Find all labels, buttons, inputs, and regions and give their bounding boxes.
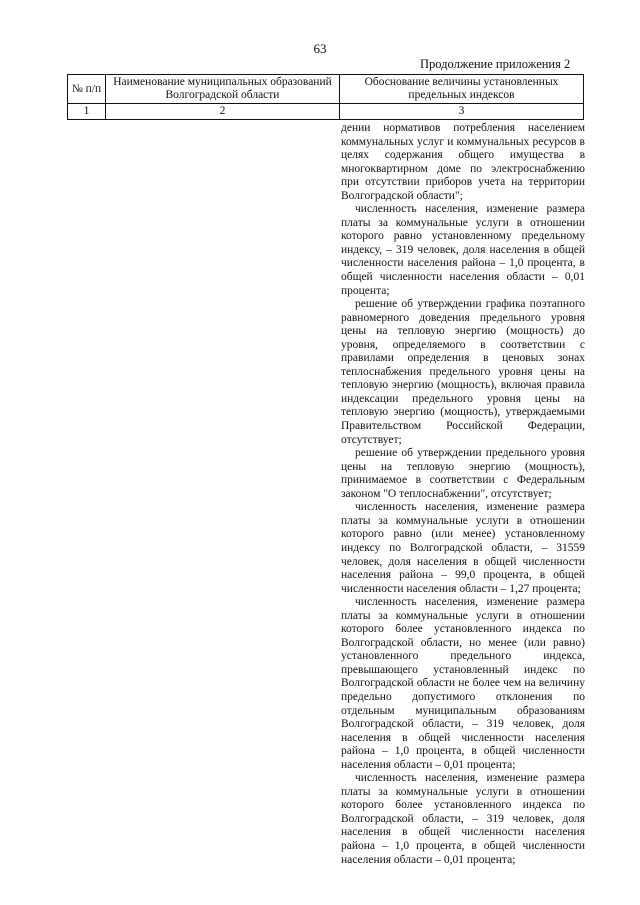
- header-table: [67, 74, 584, 120]
- column-header-number: № п/п: [68, 75, 106, 104]
- paragraph: численность населения, изменение размера платы за коммунальные услуги в отношении которого более установленного индекса по Волгоградской области, но менее (или равно) установленного предельного индекса, превышающего установленный индекс по Волгоградской области не более чем на величину предельно допустимого отклонения по отдельным муниципальным образованиям Волгоградской области, – 319 человек, доля населения в общей численности населения района – 1,0 процента, в общей численности населения области – 0,01 процента;: [341, 596, 585, 771]
- column-number-1: 1: [68, 104, 106, 120]
- continuation-label: Продолжение приложения 2: [420, 57, 571, 71]
- justification-column: [341, 122, 585, 867]
- column-header-municipality: Наименование муниципальных образований Волгоградской области: [106, 75, 340, 104]
- column-numbers-row: [68, 104, 584, 120]
- page-number: 63: [313, 41, 327, 56]
- paragraph: решение об утверждении графика поэтапного равномерного доведения предельного уровня цены на тепловую энергию (мощность) до уровня, определяемого в соответствии с правилами определения в ценовых зонах теплоснабжения предельного уровня цены на тепловую энергию (мощность), включая правила индексации предельного уровня цены на тепловую энергию (мощность), утверждаемыми Правительством Российской Федерации, отсутствует;: [341, 298, 585, 446]
- paragraph: решение об утверждении предельного уровня цены на тепловую энергию (мощность), принимаемое в соответствии с Федеральным законом "О теплоснабжении", отсутствует;: [341, 447, 585, 500]
- paragraph: численность населения, изменение размера платы за коммунальные услуги в отношении которого более установленного индекса по Волгоградской области, – 319 человек, доля населения в общей численности населения района – 1,0 процента, в общей численности населения области – 0,01 процента;: [341, 772, 585, 866]
- header-row: [68, 75, 584, 104]
- column-number-2: 2: [106, 104, 340, 120]
- paragraph: численность населения, изменение размера платы за коммунальные услуги в отношении которого равно (или менее) установленному индексу по Волгоградской области, – 31559 человек, доля населения в общей численности населения района – 99,0 процента, в общей численности населения области – 1,27 процента;: [341, 501, 585, 595]
- paragraph: численность населения, изменение размера платы за коммунальные услуги в отношении которого равно установленному предельному индексу, – 319 человек, доля населения в общей численности населения района – 1,0 процента, в общей численности населения области – 0,01 процента;: [341, 203, 585, 297]
- paragraph: дении нормативов потребления населением коммунальных услуг и коммунальных ресурсов в целях содержания общего имущества в многоквартирном доме по электроснабжению при отсутствии приборов учета на территории Волгоградской области";: [341, 122, 585, 202]
- column-number-3: 3: [340, 104, 584, 120]
- column-header-justification: Обоснование величины установленных предельных индексов: [340, 75, 584, 104]
